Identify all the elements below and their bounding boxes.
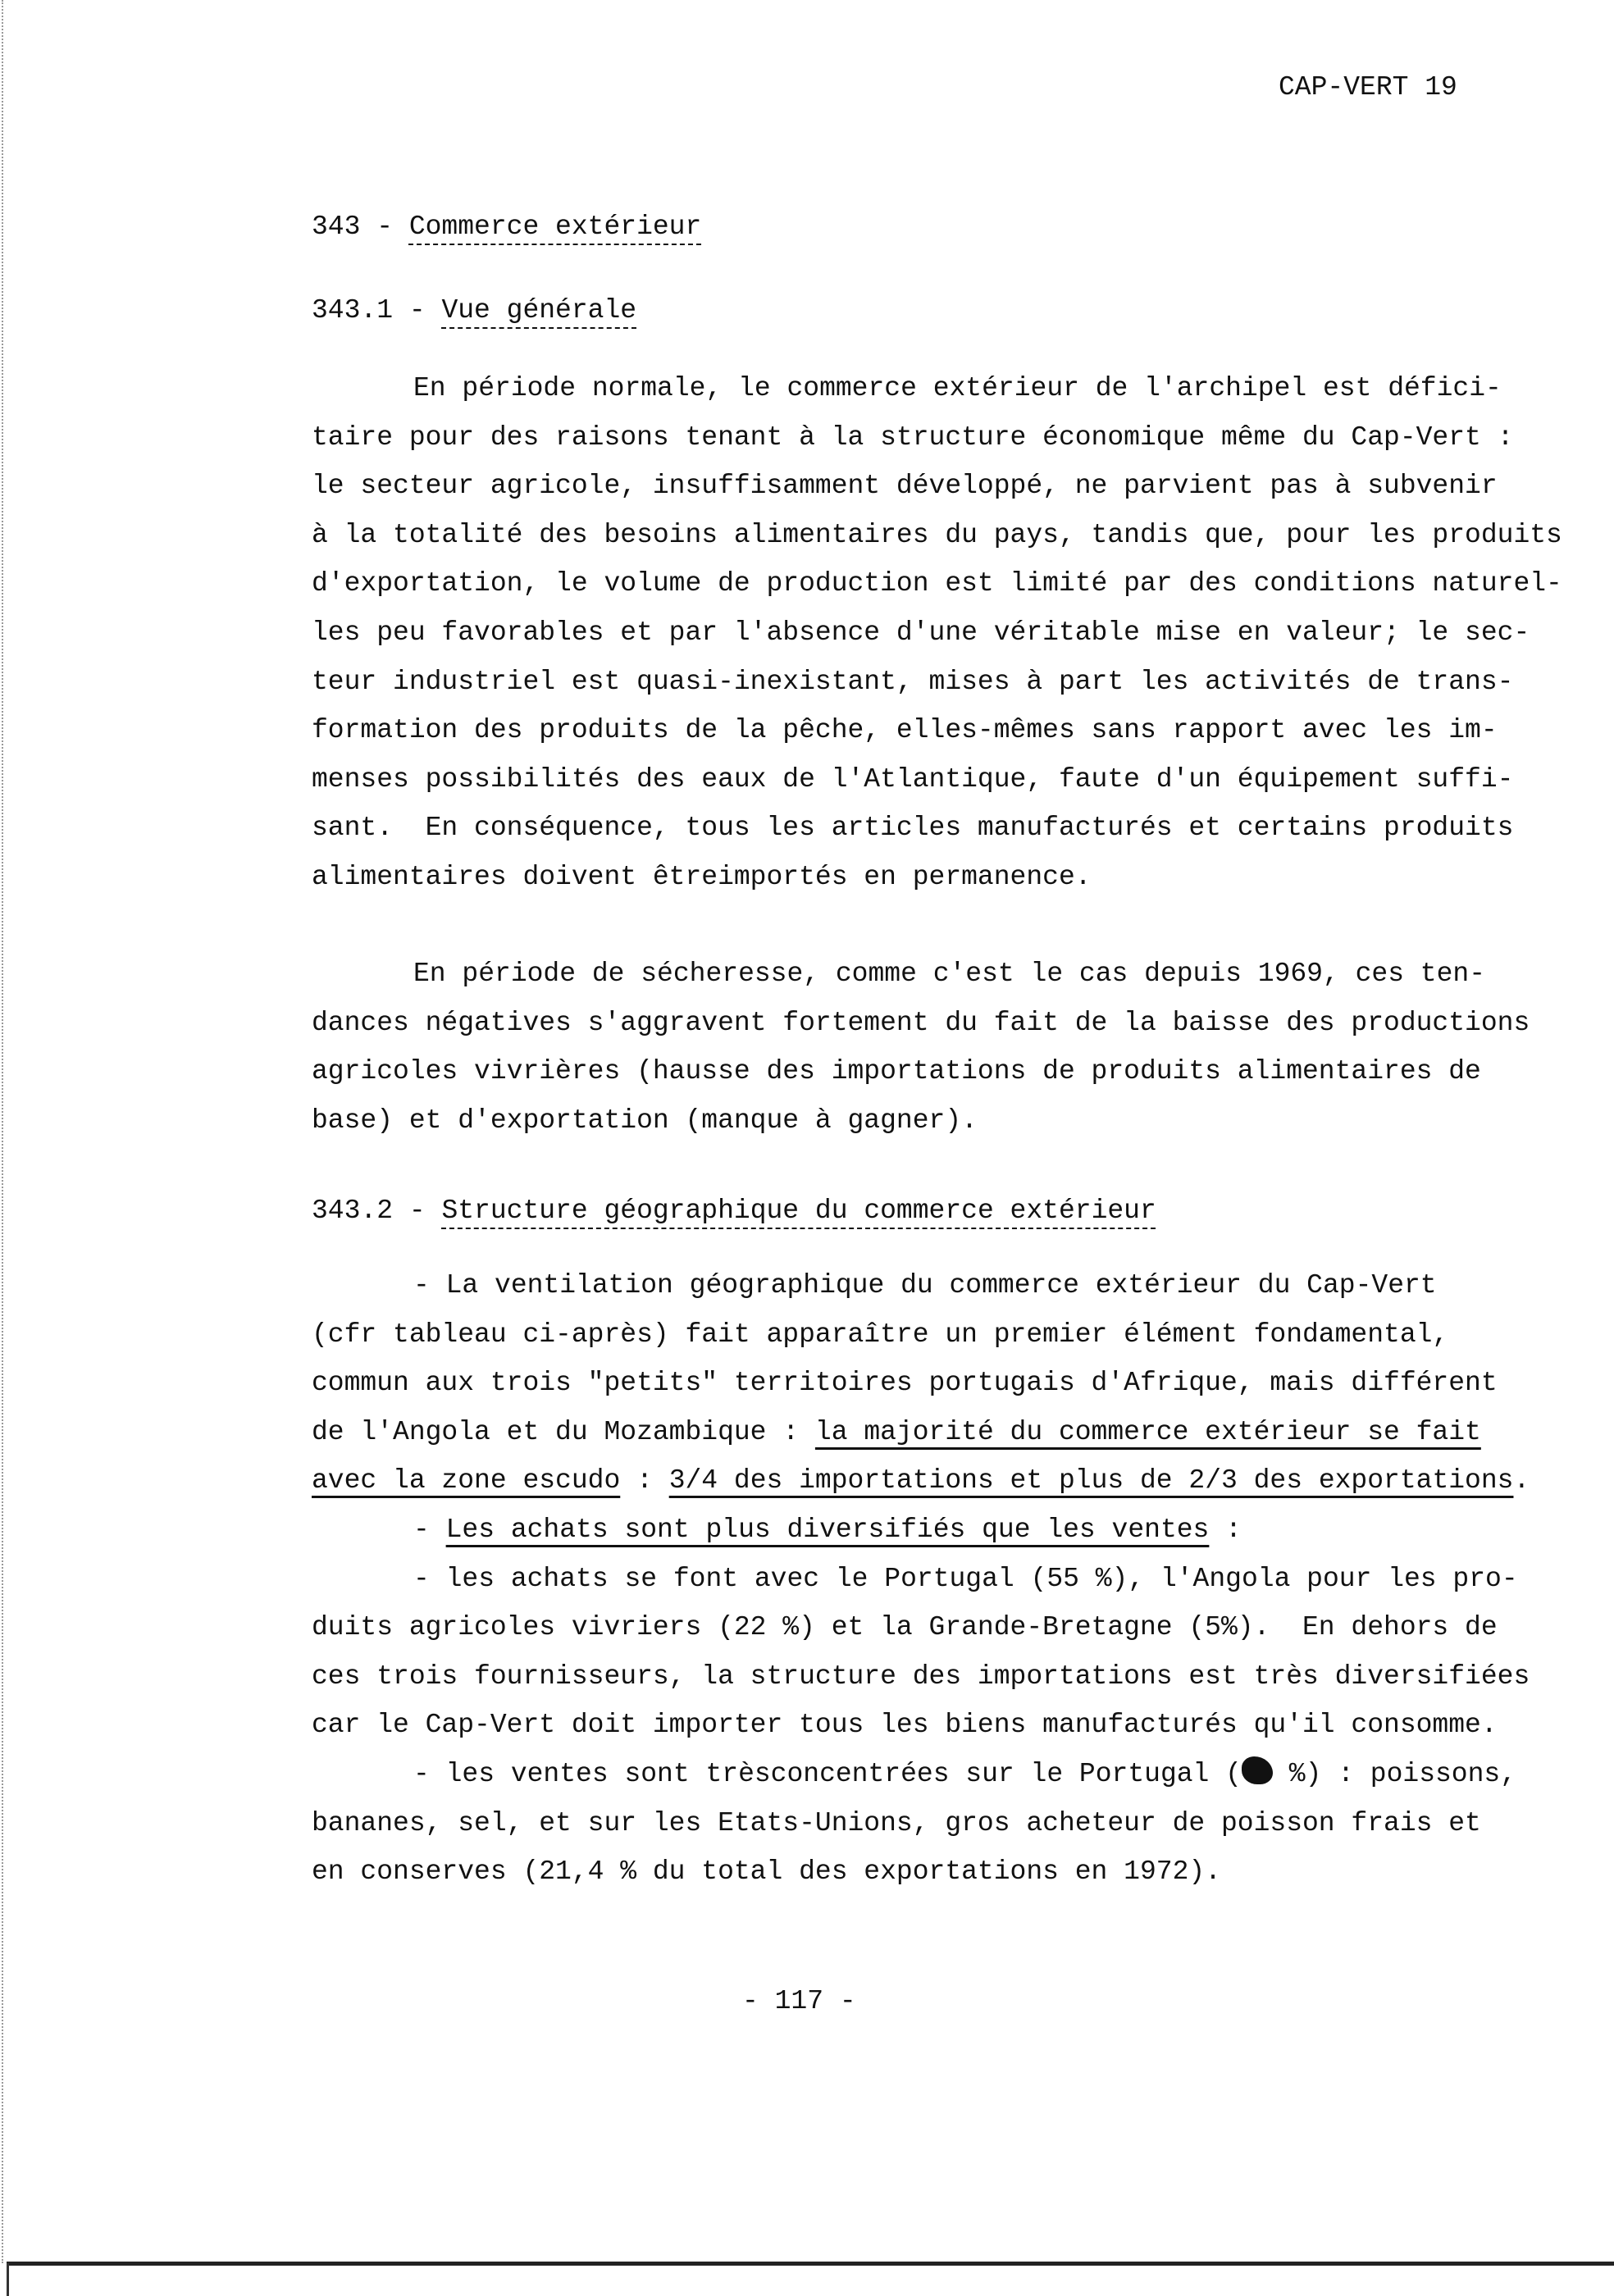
text-line: en conserves (21,4 % du total des exportations en 1972). bbox=[312, 1856, 1221, 1888]
text-line: - La ventilation géographique du commerce extérieur du Cap-Vert bbox=[413, 1270, 1437, 1301]
text-line: à la totalité des besoins alimentaires du pays, tandis que, pour les produits bbox=[312, 519, 1562, 550]
text-line: dances négatives s'aggravent fortement du fait de la baisse des productions bbox=[312, 1007, 1530, 1038]
emphasis: 3/4 des importations et plus de 2/3 des exportations bbox=[668, 1465, 1514, 1496]
section-title: Vue générale bbox=[441, 295, 637, 326]
text-line: taire pour des raisons tenant à la structure économique même du Cap-Vert : bbox=[312, 421, 1514, 453]
text-run: - les ventes sont trèsconcentrées sur le Portugal ( bbox=[413, 1758, 1242, 1789]
emphasis: avec la zone escudo bbox=[312, 1465, 621, 1496]
text-line: le secteur agricole, insuffisamment développé, ne parvient pas à subvenir bbox=[312, 471, 1498, 502]
text-line bbox=[312, 1408, 1530, 1457]
paragraph-drought-period bbox=[312, 950, 1530, 1145]
text-line: d'exportation, le volume de production est limité par des conditions naturel- bbox=[312, 568, 1562, 599]
section-343-2-heading bbox=[312, 1196, 1156, 1226]
ink-blot bbox=[1242, 1756, 1273, 1784]
paragraph-normal-period bbox=[312, 364, 1562, 902]
text-run: %) : poissons, bbox=[1272, 1758, 1517, 1789]
section-number: 343.1 - bbox=[312, 295, 442, 326]
text-line: sant. En conséquence, tous les articles manufacturés et certains produits bbox=[312, 813, 1514, 844]
section-number: 343 - bbox=[312, 212, 409, 242]
text-line: teur industriel est quasi-inexistant, mises à part les activités de trans- bbox=[312, 666, 1514, 697]
text-line: car le Cap-Vert doit importer tous les biens manufacturés qu'il consomme. bbox=[312, 1710, 1498, 1741]
text-line: (cfr tableau ci-après) fait apparaître un premier élément fondamental, bbox=[312, 1319, 1449, 1350]
section-343-1-heading bbox=[312, 295, 636, 326]
text-line: - les achats se font avec le Portugal (55 %), l'Angola pour les pro- bbox=[413, 1563, 1518, 1594]
text-run: : bbox=[620, 1465, 669, 1496]
scan-bottom-edge bbox=[7, 2262, 1614, 2266]
running-header: CAP-VERT 19 bbox=[1279, 72, 1457, 102]
text-run: - bbox=[413, 1514, 446, 1545]
scan-corner-mark bbox=[7, 2263, 9, 2296]
text-line: menses possibilités des eaux de l'Atlantique, faute d'un équipement suffi- bbox=[312, 763, 1514, 795]
paragraph-geographic-structure bbox=[312, 1261, 1530, 1897]
text-line bbox=[312, 1506, 1530, 1555]
text-run: : bbox=[1209, 1514, 1242, 1545]
text-line: bananes, sel, et sur les Etats-Unions, gros acheteur de poisson frais et bbox=[312, 1807, 1481, 1838]
text-line: En période de sécheresse, comme c'est le cas depuis 1969, ces ten- bbox=[413, 959, 1486, 989]
text-line: En période normale, le commerce extérieur de l'archipel est défici- bbox=[413, 373, 1502, 403]
text-line bbox=[312, 1456, 1530, 1506]
text-line: les peu favorables et par l'absence d'une véritable mise en valeur; le sec- bbox=[312, 617, 1530, 648]
text-run: . bbox=[1513, 1465, 1530, 1496]
text-run: de l'Angola et du Mozambique : bbox=[312, 1416, 815, 1447]
text-line: agricoles vivrières (hausse des importations de produits alimentaires de bbox=[312, 1056, 1481, 1087]
section-343-heading bbox=[312, 212, 701, 242]
text-line: duits agricoles vivriers (22 %) et la Grande-Bretagne (5%). En dehors de bbox=[312, 1612, 1498, 1643]
text-line bbox=[312, 1750, 1530, 1799]
section-number: 343.2 - bbox=[312, 1196, 442, 1226]
text-line: ces trois fournisseurs, la structure des importations est très diversifiées bbox=[312, 1660, 1530, 1692]
emphasis: la majorité du commerce extérieur se fait bbox=[814, 1416, 1481, 1447]
scan-left-edge bbox=[2, 0, 3, 2263]
section-title: Commerce extérieur bbox=[408, 212, 702, 242]
text-line: base) et d'exportation (manque à gagner). bbox=[312, 1105, 978, 1136]
section-title: Structure géographique du commerce extérieur bbox=[441, 1196, 1156, 1226]
text-line: formation des produits de la pêche, elles-mêmes sans rapport avec les im- bbox=[312, 715, 1498, 746]
text-line: commun aux trois "petits" territoires portugais d'Afrique, mais différent bbox=[312, 1368, 1498, 1399]
emphasis: Les achats sont plus diversifiés que les ventes bbox=[445, 1514, 1210, 1545]
text-line: alimentaires doivent êtreimportés en permanence. bbox=[312, 861, 1092, 892]
page-number: - 117 - bbox=[742, 1986, 856, 2016]
